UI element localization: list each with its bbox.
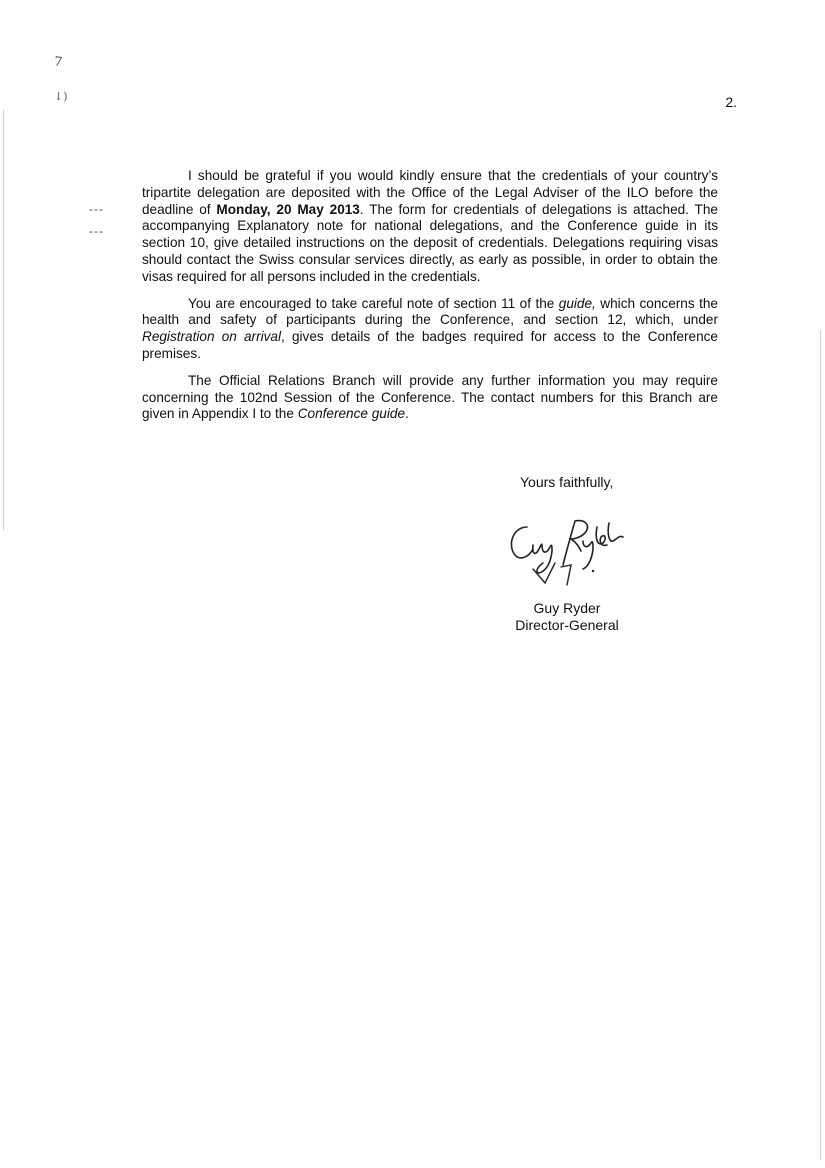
paragraph-credentials xyxy=(142,168,718,286)
paragraph-2-text-end: , gives details of the badges required for access to the Conference premises. xyxy=(142,329,718,361)
guide-reference: guide, xyxy=(558,295,596,311)
paragraph-1-text-cont: . The form for credentials of delegations is attached. The accompanying Explanatory note for national delegations, and the Conference guide in its section 10, give detailed instructions on the deposit of credentials. Delegations requiring visas should contact the Swiss consular services directly, as early as possible, in order to obtain the visas required for all persons included in the credentials. xyxy=(142,201,718,284)
letter-body xyxy=(142,168,718,433)
paragraph-2-text-cont: which concerns the health and safety of participants during the Conference, and section 12, which, under xyxy=(142,295,718,328)
paragraph-contact xyxy=(142,373,718,423)
margin-mark-1: 7 xyxy=(52,54,64,71)
signer-title: Director-General xyxy=(515,617,619,633)
paragraph-health-safety xyxy=(142,296,718,363)
paragraph-1-text: I should be grateful if you would kindly ensure that the credentials of your country’s tripartite delegation are deposited with the Office of the Legal Adviser of the ILO before the deadline of xyxy=(142,168,718,217)
paragraph-3-text-end: . xyxy=(405,406,409,422)
paragraph-3-text: The Official Relations Branch will provide any further information you may require concerning the 102nd Session of the Conference. The contact numbers for this Branch are given in Appendix I to the xyxy=(142,372,718,422)
attachment-mark-2: --- xyxy=(89,224,104,238)
scan-edge-left xyxy=(3,110,4,530)
margin-mark-2: ↓) xyxy=(54,90,68,103)
paragraph-2-text: You are encouraged to take careful note of section 11 of the xyxy=(188,295,559,311)
registration-reference: Registration on arrival xyxy=(142,329,281,345)
page-number: 2. xyxy=(725,94,737,110)
scan-edge-right xyxy=(820,330,821,1160)
signer-name: Guy Ryder xyxy=(533,600,601,616)
handwritten-signature xyxy=(505,515,635,590)
signer-block xyxy=(500,600,634,634)
conference-guide-reference: Conference guide xyxy=(297,406,406,422)
closing-salutation: Yours faithfully, xyxy=(520,474,614,490)
attachment-mark-1: --- xyxy=(89,202,104,216)
deadline-date: Monday, 20 May 2013 xyxy=(216,201,360,217)
